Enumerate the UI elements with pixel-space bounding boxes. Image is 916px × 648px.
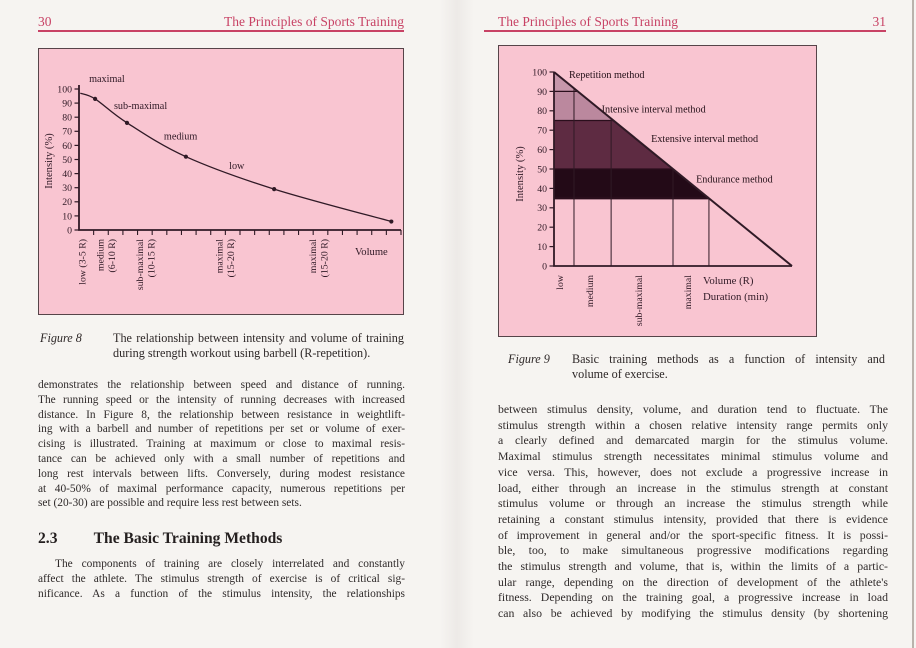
y-tick-label: 90 bbox=[62, 98, 72, 110]
y-tick-label: 60 bbox=[62, 140, 72, 152]
band-label: Repetition method bbox=[568, 69, 645, 81]
text-line: can also be achieved by modifying the stimulus density (by shortening bbox=[498, 606, 888, 621]
text-line: distance. In Figure 8, the relationship between resistance in weightlift- bbox=[38, 408, 405, 421]
body-paragraph bbox=[38, 557, 405, 601]
text-line: vice versa. This, however, does not exclude a progressive increase in bbox=[498, 464, 888, 479]
y-tick-label: 80 bbox=[62, 112, 72, 124]
y-axis-label: Intensity (%) bbox=[44, 133, 55, 189]
band-label: Extensive interval method bbox=[651, 133, 759, 145]
text-line: a clearly defined and demarcated margin for the stimulus volume. bbox=[498, 433, 888, 448]
y-tick-label: 30 bbox=[62, 183, 72, 195]
y-tick-label: 10 bbox=[537, 242, 547, 253]
intensity-curve bbox=[80, 93, 391, 221]
y-tick-label: 30 bbox=[537, 203, 547, 215]
text-line: set (20-30) are possible and require less rest between sets. bbox=[38, 497, 302, 510]
data-point bbox=[93, 97, 97, 101]
page-number: 31 bbox=[872, 14, 886, 29]
section-heading bbox=[38, 530, 282, 548]
category-label: (15-20 R) bbox=[319, 239, 331, 278]
point-label: medium bbox=[163, 131, 198, 143]
text-line: ing with a barbell and number of repetitions per set or volume of exer- bbox=[38, 423, 405, 436]
category-label: maximal bbox=[307, 239, 319, 274]
text-line: demonstrates the relationship between speed and distance of running. bbox=[38, 379, 405, 391]
category-label: medium bbox=[585, 275, 597, 308]
figure8-plot bbox=[39, 49, 403, 314]
y-tick-label: 70 bbox=[537, 125, 547, 137]
y-tick-label: 90 bbox=[537, 86, 547, 98]
text-line: long rest intervals between lifts. Conversely, during modest resistance bbox=[38, 467, 405, 480]
header-rule bbox=[38, 30, 404, 32]
data-point bbox=[184, 155, 188, 159]
text-line: The running speed or the intensity of running decreases with increased bbox=[38, 393, 405, 406]
y-tick-label: 40 bbox=[62, 169, 72, 180]
figure9-box bbox=[498, 45, 817, 337]
text-line: ular range, depending on the direction of development of the athlete's bbox=[498, 574, 888, 589]
data-point bbox=[389, 219, 393, 223]
category-label: low (3-5 R) bbox=[77, 239, 89, 285]
section-title: The Basic Training Methods bbox=[93, 530, 283, 547]
y-tick-label: 40 bbox=[537, 183, 547, 195]
x-axis-label: Volume (R) bbox=[703, 275, 754, 287]
y-tick-label: 80 bbox=[537, 106, 547, 118]
point-label: low bbox=[229, 161, 245, 173]
text-line: of improvement in general and/or the sport-specific fitness. It is possi- bbox=[498, 527, 888, 542]
text-line: Basic training methods as a function of intensity and bbox=[572, 352, 885, 366]
figure8-caption bbox=[113, 331, 404, 362]
text-line: Maximal stimulus strength necessitates minimal stimulus volume and bbox=[498, 449, 888, 464]
y-tick-label: 60 bbox=[537, 145, 547, 156]
text-line: the stimulus strength and volume, that is, within the limits of a partic- bbox=[498, 559, 888, 574]
point-label: sub-maximal bbox=[113, 100, 168, 112]
y-tick-label: 100 bbox=[532, 67, 547, 79]
y-tick-label: 100 bbox=[57, 84, 72, 96]
x-axis-label: Duration (min) bbox=[703, 291, 769, 303]
band-label: Endurance method bbox=[696, 174, 773, 186]
text-line: affect the athlete. The stimulus strength of exercise is of critical sig- bbox=[38, 572, 405, 585]
data-point bbox=[125, 121, 129, 125]
page-edge-line bbox=[912, 0, 914, 648]
page-gutter-shadow bbox=[440, 0, 474, 648]
category-label: maximal bbox=[683, 275, 695, 310]
running-header: The Principles of Sports Training bbox=[223, 14, 404, 29]
y-tick-label: 70 bbox=[62, 126, 72, 138]
y-tick-label: 20 bbox=[537, 222, 547, 234]
figure9-caption-label: Figure 9 bbox=[508, 352, 550, 366]
y-tick-label: 50 bbox=[537, 164, 547, 176]
body-paragraph bbox=[38, 378, 405, 511]
y-tick-label: 20 bbox=[62, 197, 72, 209]
text-line: ble, too, to make simultaneous progressive modifications regarding bbox=[498, 543, 888, 558]
text-line: cising is illustrated. Training at maximum or close to maximal resis- bbox=[38, 438, 405, 451]
section-number: 2.3 bbox=[38, 530, 58, 547]
header-rule bbox=[484, 30, 886, 32]
figure8-box bbox=[38, 48, 404, 315]
point-label: maximal bbox=[89, 73, 125, 85]
text-line: stimulus volume or through an increase the stimulus strength while bbox=[498, 496, 888, 511]
text-line: The components of training are closely interrelated and constantly bbox=[55, 558, 405, 570]
category-label: medium bbox=[95, 239, 107, 272]
x-axis-label: Volume bbox=[355, 247, 388, 258]
text-line: stimulus strength within a chosen relative intensity range permits only bbox=[498, 417, 888, 432]
band-label: Intensive interval method bbox=[601, 104, 706, 116]
text-line: fitness. Depending on the training goal, a progressive increase in load bbox=[498, 590, 888, 605]
method-band bbox=[554, 169, 709, 198]
page-number: 30 bbox=[38, 14, 52, 29]
y-tick-label: 0 bbox=[542, 261, 547, 273]
text-line: tance can be achieved only with a small number of repetitions and bbox=[38, 452, 405, 465]
figure9-caption bbox=[572, 352, 885, 383]
category-label: low bbox=[555, 275, 567, 290]
text-line: volume of exercise. bbox=[572, 367, 668, 382]
text-line: at 40-50% of maximal performance capacity, numerous repetitions per bbox=[38, 482, 405, 495]
text-line: during strength workout using barbell (R-repetition). bbox=[113, 346, 371, 361]
figure9-plot bbox=[499, 46, 816, 336]
category-label: (15-20 R) bbox=[226, 239, 238, 278]
text-line: between stimulus density, volume, and duration tend to fluctuate. The bbox=[498, 402, 888, 416]
figure8-caption-label: Figure 8 bbox=[40, 331, 82, 345]
running-header: The Principles of Sports Training bbox=[498, 14, 679, 29]
category-label: maximal bbox=[214, 239, 226, 274]
text-line: nificance. As a function of the stimulus intensity, the relationships bbox=[38, 587, 405, 600]
y-tick-label: 0 bbox=[67, 225, 72, 237]
text-line: load, either through an increase in the stimulus strength at constant bbox=[498, 480, 888, 495]
category-label: (6-10 R) bbox=[106, 239, 118, 273]
category-label: sub-maximal bbox=[634, 275, 646, 327]
data-point bbox=[272, 187, 276, 191]
category-label: (10-15 R) bbox=[146, 239, 158, 278]
text-line: retaining a constant stimulus intensity, provided that there is evidence bbox=[498, 511, 888, 526]
category-label: sub-maximal bbox=[135, 239, 147, 291]
y-axis-label: Intensity (%) bbox=[515, 146, 526, 202]
text-line: The relationship between intensity and volume of training bbox=[113, 331, 404, 345]
y-tick-label: 10 bbox=[62, 211, 72, 223]
y-tick-label: 50 bbox=[62, 154, 72, 166]
body-paragraph bbox=[498, 402, 888, 622]
